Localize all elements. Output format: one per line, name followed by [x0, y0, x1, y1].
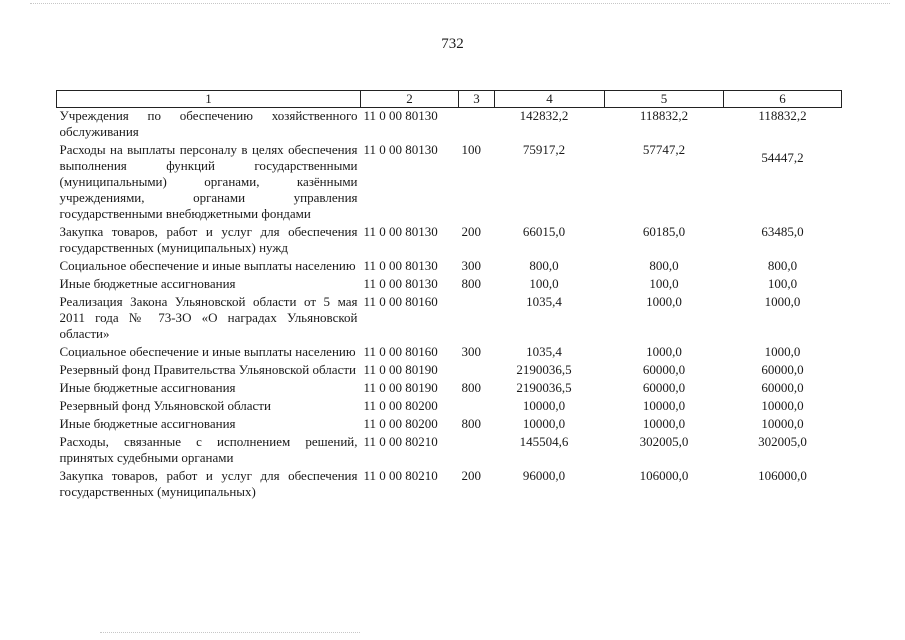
amount-col-4: 100,0 — [529, 276, 559, 291]
target-article-code: 11 0 00 80130 — [363, 258, 438, 273]
expense-name: Иные бюджетные ассигнования — [59, 276, 236, 291]
expense-name: Расходы, связанные с исполнением решений, принятых судебными органами — [59, 434, 358, 465]
amount-col-6: 106000,0 — [758, 468, 807, 483]
amount-col-4: 2190036,5 — [516, 362, 572, 377]
expense-name: Закупка товаров, работ и услуг для обеспечения государственных (муниципальных) — [59, 468, 358, 499]
amount-col-5: 60000,0 — [642, 380, 686, 395]
amount-col-6: 100,0 — [767, 276, 798, 291]
amount-col-5: 118832,2 — [639, 108, 689, 123]
target-article-code: 11 0 00 80130 — [363, 142, 438, 157]
amount-col-5: 60185,0 — [642, 224, 686, 239]
expense-type-code — [459, 398, 495, 416]
amount-col-5: 57747,2 — [642, 142, 686, 157]
target-article-code: 11 0 00 80160 — [363, 344, 438, 359]
amount-col-6: 60000,0 — [761, 380, 804, 395]
table-row — [57, 294, 842, 344]
expense-type-code — [459, 108, 495, 143]
amount-col-4: 10000,0 — [522, 398, 566, 413]
target-article-code: 11 0 00 80210 — [363, 434, 438, 449]
table-row — [57, 398, 842, 416]
expense-type-code: 100 — [461, 142, 481, 157]
target-article-code: 11 0 00 80200 — [363, 416, 438, 431]
amount-col-5: 302005,0 — [639, 434, 689, 449]
amount-col-6: 63485,0 — [761, 224, 804, 239]
table-row — [57, 108, 842, 143]
target-article-code: 11 0 00 80130 — [363, 108, 438, 123]
expense-type-code — [459, 362, 495, 380]
amount-col-5: 60000,0 — [642, 362, 686, 377]
amount-col-5: 10000,0 — [642, 416, 686, 431]
amount-col-4: 142832,2 — [519, 108, 569, 123]
expense-name: Резервный фонд Правительства Ульяновской области — [59, 362, 356, 377]
expense-name: Реализация Закона Ульяновской области от 5 мая 2011 года № 73-ЗО «О наградах Ульяновской области» — [59, 294, 358, 341]
amount-col-6: 10000,0 — [761, 416, 804, 431]
amount-col-6: 302005,0 — [758, 434, 807, 449]
scan-artifact-top — [30, 3, 890, 8]
target-article-code: 11 0 00 80160 — [363, 294, 438, 309]
expense-type-code: 800 — [461, 380, 481, 395]
expense-name: Закупка товаров, работ и услуг для обеспечения государственных (муниципальных) нужд — [59, 224, 358, 255]
amount-col-4: 96000,0 — [522, 468, 566, 483]
expense-name: Учреждения по обеспечению хозяйственного обслуживания — [59, 108, 358, 139]
expense-name: Резервный фонд Ульяновской области — [59, 398, 271, 413]
table-row — [57, 468, 842, 502]
amount-col-4: 1035,4 — [526, 344, 562, 359]
table-header-row — [57, 91, 842, 108]
expense-name: Расходы на выплаты персоналу в целях обеспечения выполнения функций государственными (муниципальными) органами, казёнными учреждениями, органами управления государственными внебюджетными фондами — [59, 142, 358, 221]
expense-type-code — [459, 294, 495, 344]
table-row — [57, 224, 842, 258]
amount-col-4: 800,0 — [529, 258, 559, 273]
amount-col-4: 10000,0 — [522, 416, 566, 431]
scan-artifact-bottom — [100, 632, 360, 637]
target-article-code: 11 0 00 80190 — [363, 362, 438, 377]
table-row — [57, 362, 842, 380]
page-number: 732 — [441, 36, 464, 52]
amount-col-5: 1000,0 — [646, 294, 682, 309]
amount-col-4: 145504,6 — [519, 434, 569, 449]
column-header: 3 — [459, 91, 495, 108]
amount-col-5: 800,0 — [649, 258, 679, 273]
column-header: 1 — [57, 91, 361, 108]
expense-type-code: 800 — [461, 416, 481, 431]
table-row — [57, 142, 842, 224]
expense-name: Иные бюджетные ассигнования — [59, 416, 236, 431]
amount-col-4: 75917,2 — [522, 142, 566, 157]
table-row — [57, 380, 842, 398]
amount-col-6: 10000,0 — [761, 398, 804, 413]
amount-col-5: 1000,0 — [646, 344, 682, 359]
table-row — [57, 258, 842, 276]
amount-col-6: 1000,0 — [764, 344, 801, 359]
table-row — [57, 434, 842, 468]
target-article-code: 11 0 00 80210 — [363, 468, 438, 483]
column-header: 6 — [724, 91, 842, 108]
amount-col-6: 118832,2 — [758, 108, 807, 123]
amount-col-6: 800,0 — [767, 258, 798, 273]
amount-col-6: 1000,0 — [764, 294, 801, 309]
column-header: 2 — [361, 91, 459, 108]
expense-type-code: 300 — [461, 344, 481, 359]
table-row — [57, 344, 842, 362]
amount-col-5: 100,0 — [649, 276, 679, 291]
budget-table — [56, 90, 842, 502]
table-row — [57, 276, 842, 294]
amount-col-6: 54447,2 — [761, 150, 804, 165]
amount-col-4: 66015,0 — [522, 224, 566, 239]
expense-type-code: 200 — [461, 224, 481, 239]
target-article-code: 11 0 00 80130 — [363, 224, 438, 239]
expense-name: Социальное обеспечение и иные выплаты населению — [59, 344, 356, 359]
amount-col-5: 10000,0 — [642, 398, 686, 413]
amount-col-4: 2190036,5 — [516, 380, 572, 395]
column-header: 5 — [605, 91, 724, 108]
amount-col-6: 60000,0 — [761, 362, 804, 377]
table-row — [57, 416, 842, 434]
expense-name: Иные бюджетные ассигнования — [59, 380, 236, 395]
target-article-code: 11 0 00 80200 — [363, 398, 438, 413]
expense-type-code: 800 — [461, 276, 481, 291]
target-article-code: 11 0 00 80190 — [363, 380, 438, 395]
expense-name: Социальное обеспечение и иные выплаты населению — [59, 258, 356, 273]
target-article-code: 11 0 00 80130 — [363, 276, 438, 291]
expense-type-code: 300 — [461, 258, 481, 273]
column-header: 4 — [495, 91, 605, 108]
amount-col-4: 1035,4 — [526, 294, 562, 309]
expense-type-code — [459, 434, 495, 468]
amount-col-5: 106000,0 — [639, 468, 689, 483]
expense-type-code: 200 — [461, 468, 481, 483]
